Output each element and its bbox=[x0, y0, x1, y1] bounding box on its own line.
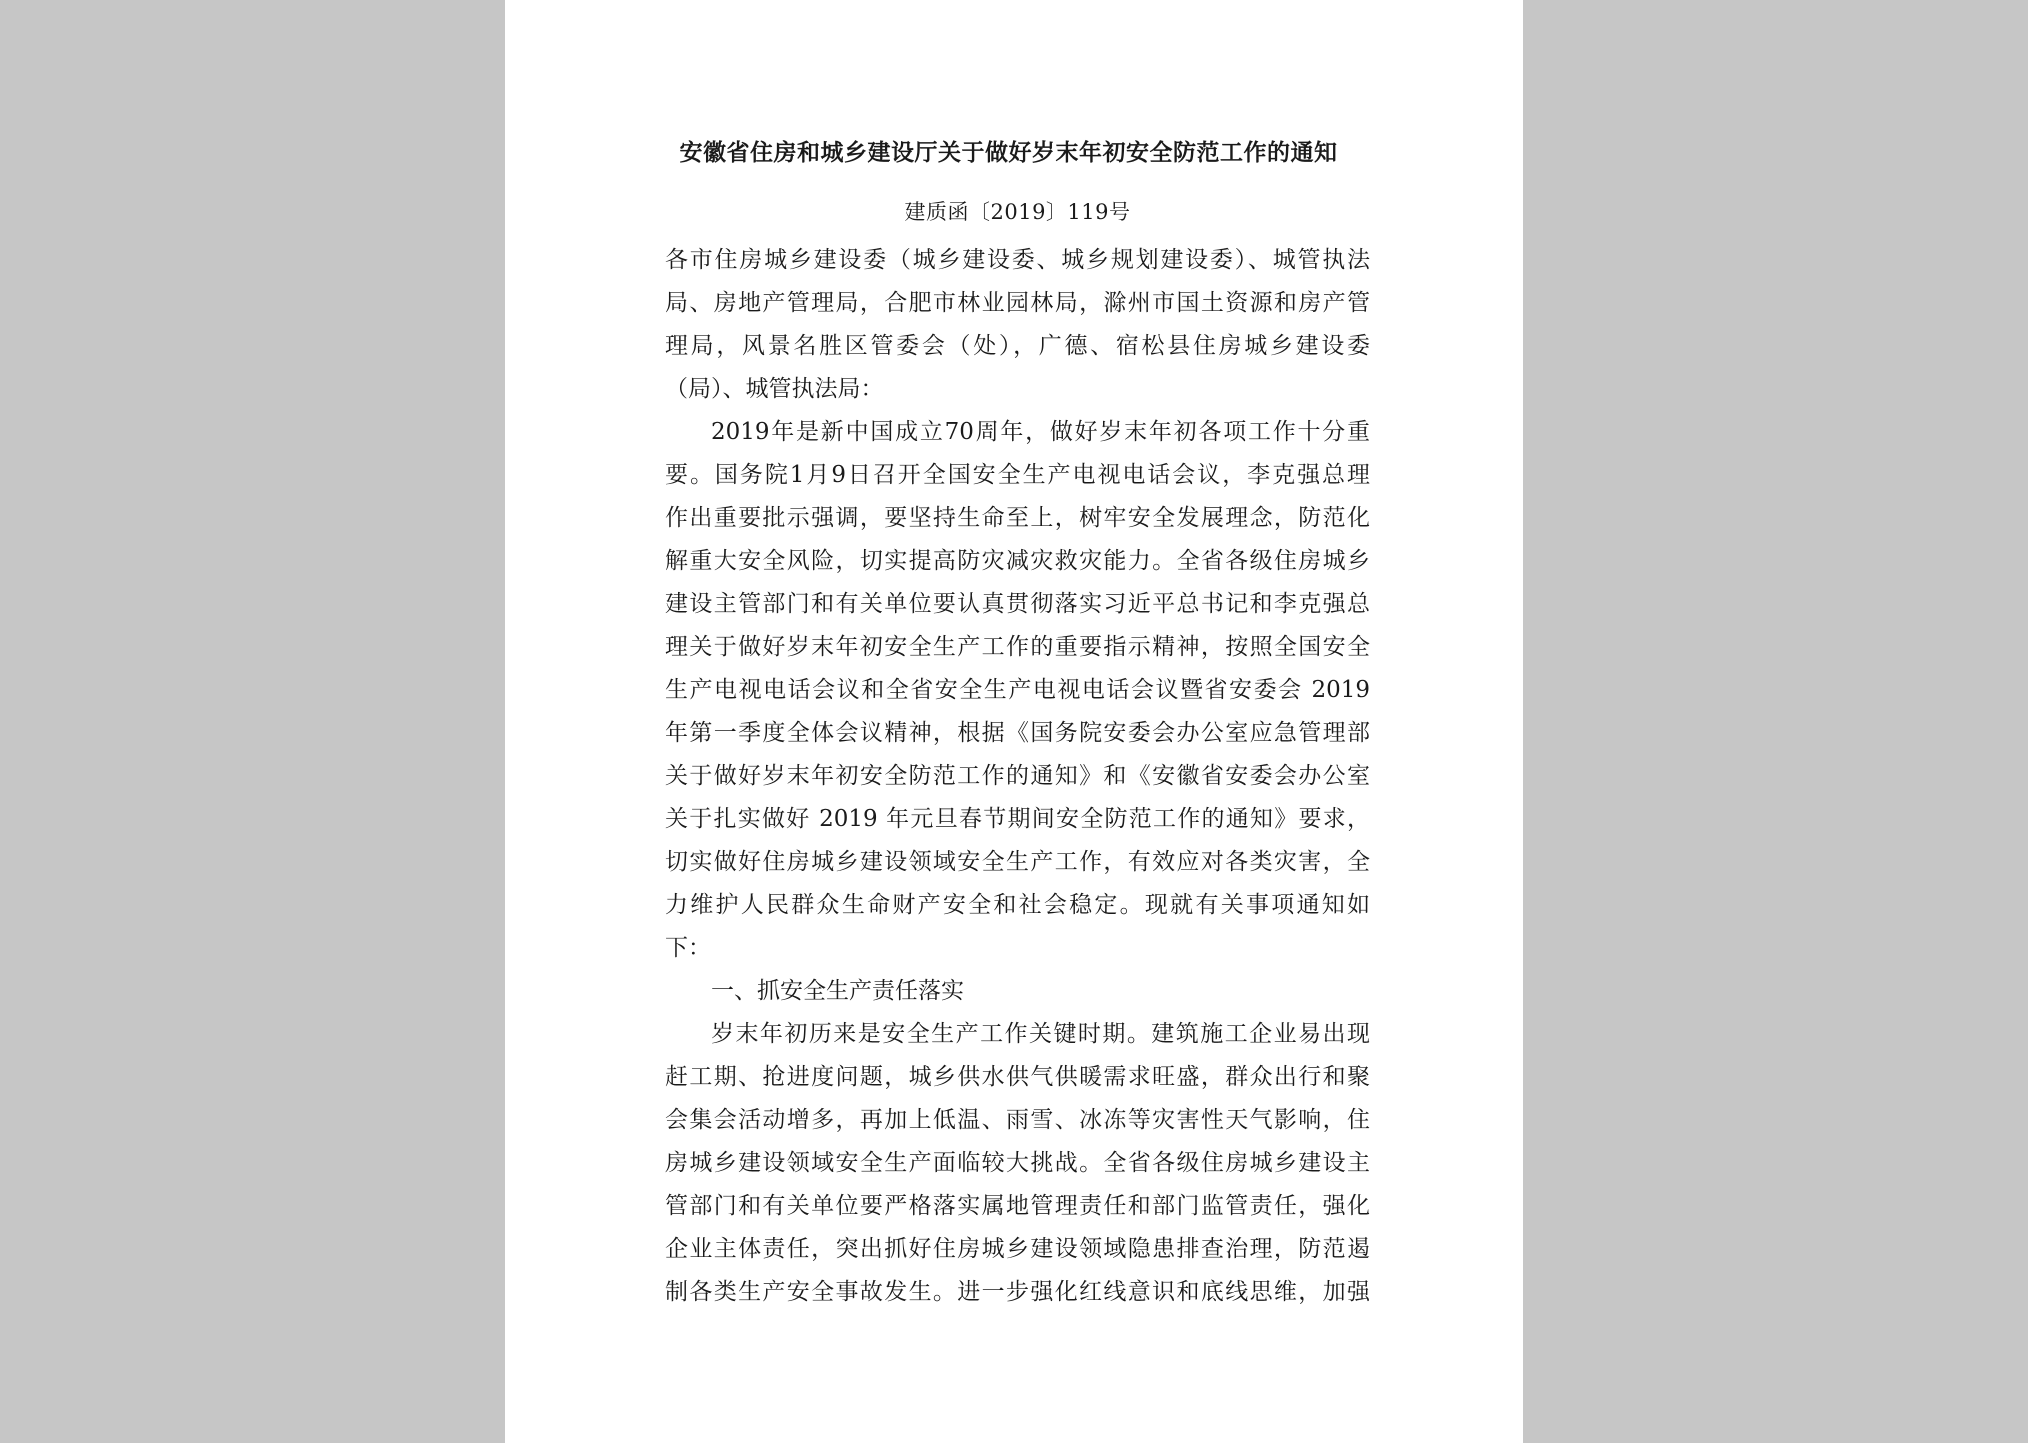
text-line: 下： bbox=[665, 935, 711, 961]
text-line: 力维护人民群众生命财产安全和社会稳定。现就有关事项通知如 bbox=[665, 892, 1370, 918]
text-line: 关于扎实做好 2019 年元旦春节期间安全防范工作的通知》要求， bbox=[665, 806, 1370, 832]
text-line: 2019年是新中国成立70周年，做好岁末年初各项工作十分重 bbox=[711, 419, 1370, 445]
text-line: 建设主管部门和有关单位要认真贯彻落实习近平总书记和李克强总 bbox=[665, 591, 1370, 617]
document-number: 建质函〔2019〕119号 bbox=[904, 200, 1131, 224]
document-page bbox=[505, 0, 1523, 1443]
text-line: 岁末年初历来是安全生产工作关键时期。建筑施工企业易出现 bbox=[711, 1021, 1370, 1047]
text-line: 管部门和有关单位要严格落实属地管理责任和部门监管责任，强化 bbox=[665, 1193, 1370, 1219]
text-line: 理关于做好岁末年初安全生产工作的重要指示精神，按照全国安全 bbox=[665, 634, 1370, 660]
text-line: 企业主体责任，突出抓好住房城乡建设领域隐患排查治理，防范遏 bbox=[665, 1236, 1370, 1262]
text-line: 会集会活动增多，再加上低温、雨雪、冰冻等灾害性天气影响，住 bbox=[665, 1107, 1370, 1133]
text-line: 理局，风景名胜区管委会（处），广德、宿松县住房城乡建设委 bbox=[665, 333, 1370, 359]
text-line: 关于做好岁末年初安全防范工作的通知》和《安徽省安委会办公室 bbox=[665, 763, 1370, 789]
text-line: 要。国务院1月9日召开全国安全生产电视电话会议，李克强总理 bbox=[665, 462, 1370, 488]
text-line: 各市住房城乡建设委（城乡建设委、城乡规划建设委）、城管执法 bbox=[665, 247, 1370, 273]
document-title: 安徽省住房和城乡建设厅关于做好岁末年初安全防范工作的通知 bbox=[679, 139, 1338, 166]
text-line: 赶工期、抢进度问题，城乡供水供气供暖需求旺盛，群众出行和聚 bbox=[665, 1064, 1370, 1090]
paragraph-intro bbox=[665, 411, 1370, 970]
text-line: 局、房地产管理局，合肥市林业园林局，滁州市国土资源和房产管 bbox=[665, 290, 1370, 316]
section-heading: 一、抓安全生产责任落实 bbox=[711, 978, 964, 1004]
text-line: （局）、城管执法局： bbox=[665, 376, 884, 402]
text-line: 生产电视电话会议和全省安全生产电视电话会议暨省安委会 2019 bbox=[665, 677, 1370, 703]
text-line: 切实做好住房城乡建设领域安全生产工作，有效应对各类灾害，全 bbox=[665, 849, 1370, 875]
text-line: 年第一季度全体会议精神，根据《国务院安委会办公室应急管理部 bbox=[665, 720, 1370, 746]
page-content bbox=[665, 133, 1370, 1314]
text-line: 制各类生产安全事故发生。进一步强化红线意识和底线思维，加强 bbox=[665, 1279, 1370, 1305]
text-line: 解重大安全风险，切实提高防灾减灾救灾能力。全省各级住房城乡 bbox=[665, 548, 1370, 574]
text-line: 房城乡建设领域安全生产面临较大挑战。全省各级住房城乡建设主 bbox=[665, 1150, 1370, 1176]
addressee-block bbox=[665, 239, 1370, 411]
paragraph-section-1 bbox=[665, 1013, 1370, 1314]
text-line: 作出重要批示强调，要坚持生命至上，树牢安全发展理念，防范化 bbox=[665, 505, 1370, 531]
